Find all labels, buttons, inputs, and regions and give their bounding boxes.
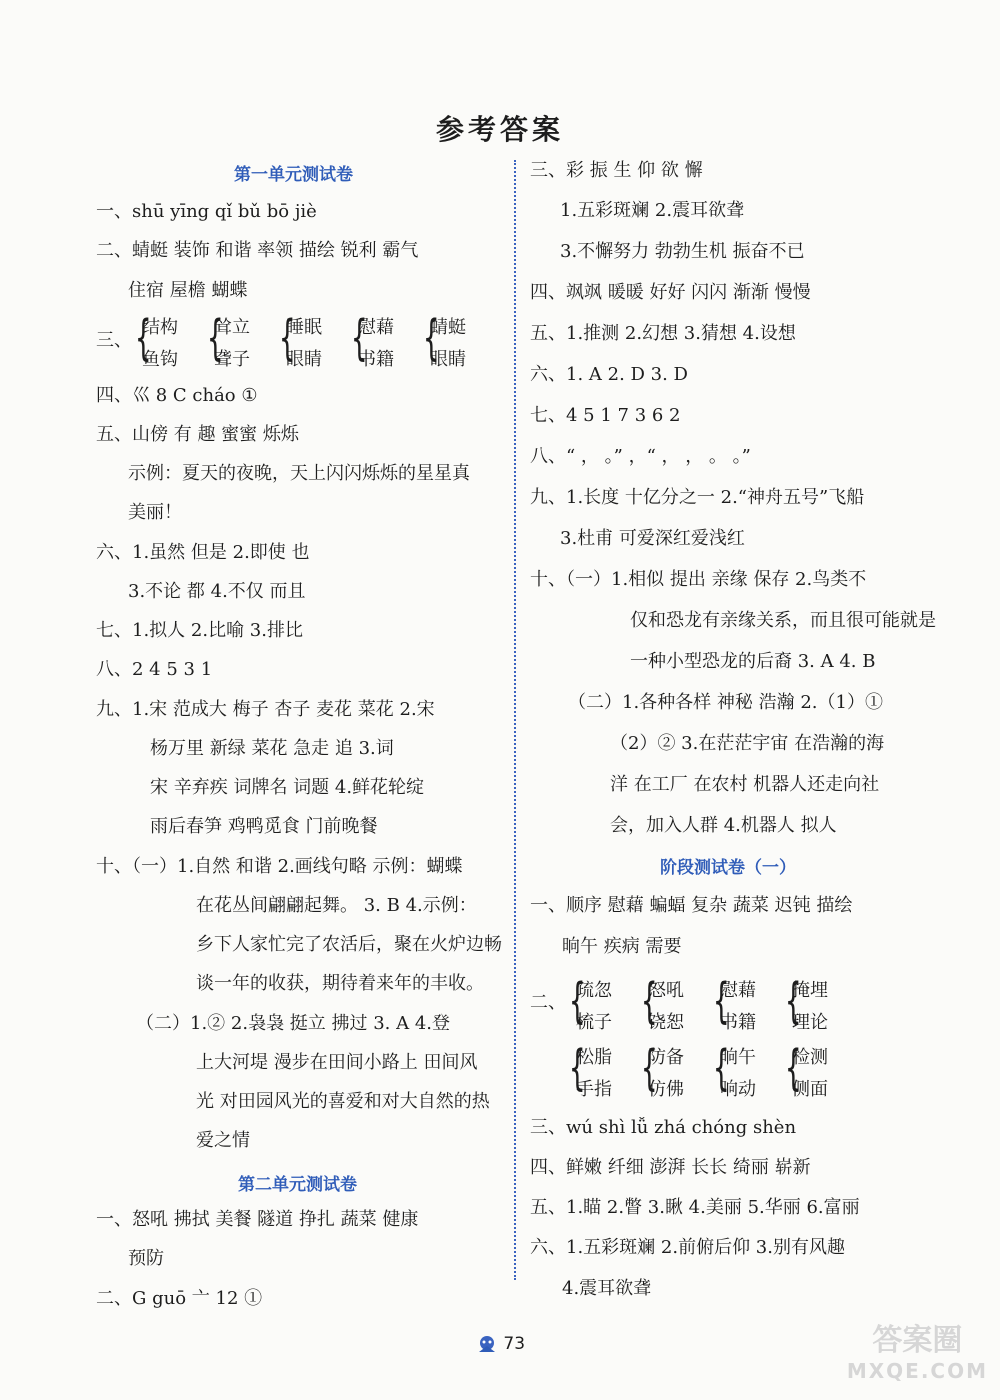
brace-word: 掩埋 [792, 980, 828, 1001]
answer-line: 1.五彩斑斓 2.震耳欲聋 [560, 200, 745, 221]
brace-pair [568, 973, 612, 1039]
brace-pair [640, 1040, 684, 1106]
answer-line: 光 对田园风光的喜爱和对大自然的热 [196, 1091, 490, 1112]
answer-line: 七、4 5 1 7 3 6 2 [530, 405, 681, 426]
answer-line: 一种小型恐龙的后裔 3. A 4. B [630, 651, 876, 672]
brace-word: 眼睛 [430, 349, 466, 370]
page-number: 73 [503, 1334, 526, 1354]
mascot-icon [476, 1334, 498, 1354]
brace-word: 鱼钩 [142, 349, 178, 370]
answer-line-label: 三、 [96, 330, 132, 351]
answer-line: 上大河堤 漫步在田间小路上 田间风 [196, 1052, 478, 1073]
curly-brace-icon: { [640, 1040, 658, 1096]
answer-line: 乡下人家忙完了农活后，聚在火炉边畅 [196, 934, 502, 955]
brace-pair [206, 310, 250, 376]
brace-word: 侧面 [792, 1079, 828, 1100]
brace-word: 松脂 [576, 1047, 612, 1068]
answer-line: 三、wú shì lǚ zhá chóng shèn [530, 1117, 797, 1138]
curly-brace-icon: { [134, 310, 152, 366]
brace-word: 梳子 [576, 1012, 612, 1033]
answer-line: 4.震耳欲聋 [562, 1278, 652, 1299]
brace-pair [784, 973, 828, 1039]
curly-brace-icon: { [278, 310, 296, 366]
answer-line: 示例：夏天的夜晚，天上闪闪烁烁的星星真 [128, 463, 470, 484]
curly-brace-icon: { [784, 1040, 802, 1096]
answer-line: 一、怒吼 拂拭 美餐 隧道 挣扎 蔬菜 健康 [96, 1209, 419, 1230]
section-stage-test-title: 阶段测试卷（一） [660, 858, 796, 878]
answer-line: 洋 在工厂 在农村 机器人还走向社 [610, 774, 880, 795]
curly-brace-icon: { [712, 1040, 730, 1096]
answer-line: （二）1.② 2.袅袅 挺立 拂过 3. A 4.登 [136, 1013, 451, 1034]
brace-pair [712, 1040, 756, 1106]
curly-brace-icon: { [568, 973, 586, 1029]
brace-pair [134, 310, 178, 376]
brace-word: 睡眠 [286, 317, 322, 338]
answer-line: 在花丛间翩翩起舞。 3. B 4.示例： [196, 895, 477, 916]
answer-line: 十、（一）1.相似 提出 亲缘 保存 2.鸟类不 [530, 569, 867, 590]
answer-line-label: 二、 [530, 992, 566, 1013]
answer-line: 六、1.虽然 但是 2.即使 也 [96, 542, 310, 563]
curly-brace-icon: { [350, 310, 368, 366]
answer-line: 预防 [128, 1248, 164, 1269]
watermark-sub: MXQE.COM [846, 1359, 988, 1383]
watermark-main: 答案圈 [872, 1323, 963, 1358]
brace-word: 防备 [648, 1047, 684, 1068]
brace-word: 聋子 [214, 349, 250, 370]
brace-word: 书籍 [358, 349, 394, 370]
answer-line: 宋 辛弃疾 词牌名 词题 4.鲜花轮绽 [150, 777, 425, 798]
curly-brace-icon: { [640, 973, 658, 1029]
answer-line: 住宿 屋檐 蝴蝶 [128, 280, 248, 301]
page-footer [476, 1334, 525, 1354]
brace-word: 理论 [792, 1012, 828, 1033]
brace-word: 手指 [576, 1079, 612, 1100]
answer-line: 杨万里 新绿 菜花 急走 追 3.词 [150, 738, 394, 759]
brace-pair [640, 973, 684, 1039]
brace-pair [278, 310, 322, 376]
brace-word: 疏忽 [576, 980, 612, 1001]
answer-line: 五、山傍 有 趣 蜜蜜 烁烁 [96, 424, 299, 445]
answer-line: 二、蜻蜓 装饰 和谐 率领 描绘 锐利 霸气 [96, 240, 419, 261]
page-title: 参考答案 [435, 113, 564, 146]
answer-line: 四、鲜嫩 纤细 澎湃 长长 绮丽 崭新 [530, 1157, 811, 1178]
answer-line: 四、飒飒 暖暖 好好 闪闪 渐渐 慢慢 [530, 282, 811, 303]
brace-word: 结构 [142, 317, 178, 338]
curly-brace-icon: { [206, 310, 224, 366]
brace-word: 仿佛 [648, 1079, 684, 1100]
answer-line: 仅和恐龙有亲缘关系，而且很可能就是 [630, 610, 936, 631]
answer-line: 3.杜甫 可爱深红爱浅红 [560, 528, 745, 549]
curly-brace-icon: { [568, 1040, 586, 1096]
brace-word: 响动 [720, 1079, 756, 1100]
answer-line: 会，加入人群 4.机器人 拟人 [610, 815, 837, 836]
brace-word: 眼睛 [286, 349, 322, 370]
answer-line: 3.不懈努力 勃勃生机 振奋不已 [560, 241, 805, 262]
brace-word: 慰藉 [358, 317, 394, 338]
brace-word: 耸立 [214, 317, 250, 338]
answer-line: 四、巛 8 C cháo ① [96, 385, 258, 406]
answer-line: 六、1. A 2. D 3. D [530, 364, 688, 385]
answer-line: 五、1.瞄 2.瞥 3.瞅 4.美丽 5.华丽 6.富丽 [530, 1197, 860, 1218]
answer-line: 六、1.五彩斑斓 2.前俯后仰 3.别有风趣 [530, 1237, 845, 1258]
brace-word: 检测 [792, 1047, 828, 1068]
answer-line: 七、1.拟人 2.比喻 3.排比 [96, 620, 303, 641]
answer-line: 二、G guō 亠 12 ① [96, 1288, 263, 1309]
brace-word: 晌午 [720, 1047, 756, 1068]
brace-pair [350, 310, 394, 376]
brace-word: 怒吼 [648, 980, 684, 1001]
answer-line: 九、1.长度 十亿分之一 2.“神舟五号”飞船 [530, 487, 865, 508]
watermark-logo [846, 1323, 988, 1386]
brace-word: 蜻蜓 [430, 317, 466, 338]
answer-line: 十、（一）1.自然 和谐 2.画线句略 示例：蝴蝶 [96, 856, 463, 877]
column-divider [514, 160, 516, 1280]
answer-line: （二）1.各种各样 神秘 浩瀚 2.（1）① [568, 692, 883, 713]
curly-brace-icon: { [784, 973, 802, 1029]
answer-line: 美丽！ [128, 502, 182, 523]
answer-line: 八、“ ， 。” ，“ ， ， 。 。” [530, 446, 751, 467]
answer-line: 晌午 疾病 需要 [562, 936, 682, 957]
answer-line: 一、顺序 慰藉 蝙蝠 复杂 蔬菜 迟钝 描绘 [530, 895, 853, 916]
answer-line: 八、2 4 5 3 1 [96, 659, 213, 680]
brace-pair [784, 1040, 828, 1106]
answer-line: 雨后春笋 鸡鸭觅食 门前晚餐 [150, 816, 378, 837]
answer-line: 五、1.推测 2.幻想 3.猜想 4.设想 [530, 323, 796, 344]
section-unit1-title: 第一单元测试卷 [234, 165, 353, 185]
answer-line: 九、1.宋 范成大 梅子 杏子 麦花 菜花 2.宋 [96, 699, 435, 720]
answer-line: 爱之情 [196, 1130, 250, 1151]
answer-line: 3.不论 都 4.不仅 而且 [128, 581, 306, 602]
answer-line: 一、shū yīng qǐ bǔ bō jiè [96, 201, 317, 222]
curly-brace-icon: { [712, 973, 730, 1029]
answer-line: 谈一年的收获，期待着来年的丰收。 [196, 973, 484, 994]
brace-pair [422, 310, 466, 376]
brace-word: 书籍 [720, 1012, 756, 1033]
curly-brace-icon: { [422, 310, 440, 366]
section-unit2-title: 第二单元测试卷 [238, 1175, 357, 1195]
brace-word: 慰藉 [720, 980, 756, 1001]
answer-line: （2）② 3.在茫茫宇宙 在浩瀚的海 [610, 733, 885, 754]
brace-pair [712, 973, 756, 1039]
brace-word: 饶恕 [648, 1012, 684, 1033]
brace-pair [568, 1040, 612, 1106]
answer-line: 三、彩 振 生 仰 欲 懈 [530, 160, 703, 181]
